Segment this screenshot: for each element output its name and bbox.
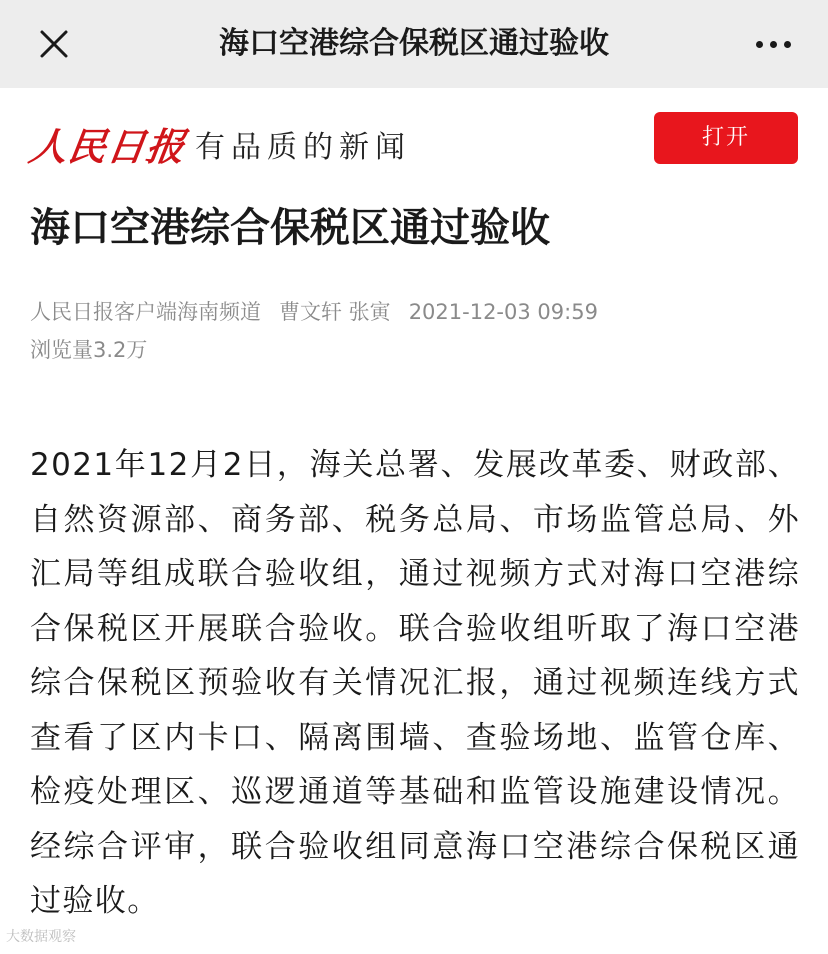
window-title: 海口空港综合保税区通过验收: [219, 26, 609, 61]
open-app-button[interactable]: 打开: [654, 112, 798, 164]
article-authors: 曹文轩 张寅: [279, 300, 391, 324]
article-body: 2021年12月2日，海关总署、发展改革委、财政部、自然资源部、商务部、税务总局、市场监管总局、外汇局等组成联合验收组，通过视频方式对海口空港综合保税区开展联合验收。联合验收组听取了海口空港综合保税区预验收有关情况汇报，通过视频连线方式查看了区内卡口、隔离围墙、查验场地、监管仓库、检疫处理区、巡逻通道等基础和监管设施建设情况。经综合评审，联合验收组同意海口空港综合保税区通过验收。: [30, 447, 800, 919]
article-datetime: 2021-12-03 09:59: [408, 300, 598, 324]
close-button[interactable]: [34, 24, 74, 64]
view-count: 浏览量3.2万: [30, 338, 148, 362]
watermark: 大数据观察: [6, 929, 76, 945]
brand-slogan: 有品质的新闻: [195, 130, 411, 165]
peoples-daily-logo: 人民日报: [26, 124, 189, 169]
more-dot: [770, 41, 777, 48]
article-meta: [30, 296, 800, 326]
close-icon: [39, 29, 69, 59]
article-source[interactable]: 人民日报客户端海南频道: [30, 300, 261, 324]
more-dots-icon: [756, 41, 763, 48]
more-dot: [784, 41, 791, 48]
article-title: 海口空港综合保税区通过验收: [30, 205, 550, 251]
wechat-top-bar: [0, 0, 828, 88]
more-options-button[interactable]: [748, 24, 798, 64]
